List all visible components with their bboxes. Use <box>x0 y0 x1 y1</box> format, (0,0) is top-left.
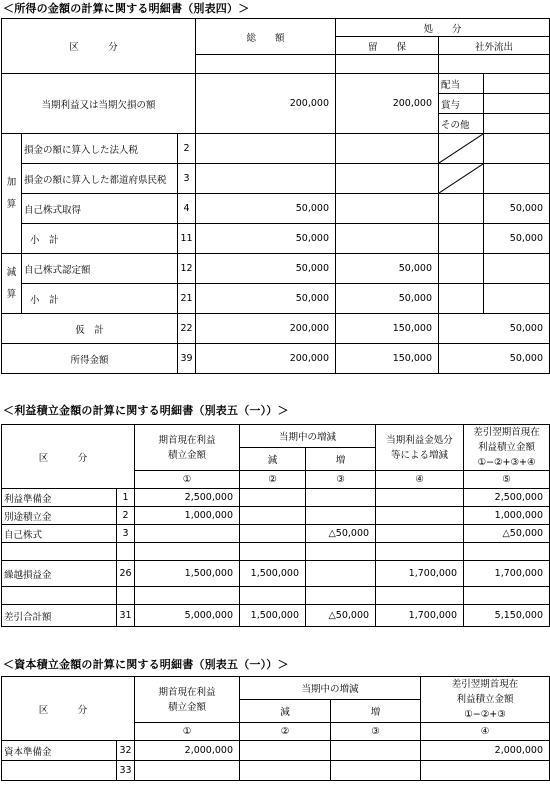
header-shagai: 社外流出 <box>439 37 550 55</box>
cell-value: 50,000 <box>196 284 336 314</box>
cell-value <box>306 507 376 525</box>
cell-value <box>240 489 306 507</box>
cell-value <box>376 525 464 543</box>
row-label <box>2 761 117 781</box>
row-number: 22 <box>178 314 196 344</box>
header-blank <box>196 55 336 74</box>
row-number: 33 <box>117 761 135 781</box>
row-label: 繰越損益金 <box>2 561 117 587</box>
cell-value <box>331 761 421 781</box>
cell-value: 50,000 <box>439 344 550 374</box>
cell-value: 200,000 <box>196 74 336 134</box>
row-number: 39 <box>178 344 196 374</box>
section-title-beppyo5-rieki: ＜利益積立金額の計算に関する明細書（別表五（一））＞ <box>3 404 289 417</box>
cell-value <box>240 741 331 761</box>
row-number <box>117 587 135 605</box>
row-label: 小 計 <box>22 224 178 254</box>
cell-value: 1,700,000 <box>376 561 464 587</box>
cell-value <box>135 543 240 561</box>
row-number: 31 <box>117 605 135 627</box>
header-blank <box>439 55 550 74</box>
cell-value <box>331 741 421 761</box>
cell-value <box>484 284 550 314</box>
cell-value: 200,000 <box>196 344 336 374</box>
gensan-label: 減 算 <box>2 254 22 314</box>
cell-value: △50,000 <box>306 605 376 627</box>
col-mark: ⑤ <box>464 471 550 489</box>
cell-value <box>135 761 240 781</box>
diagonal-cell <box>439 164 484 194</box>
cell-value: 2,000,000 <box>421 741 550 761</box>
cell-value: 2,500,000 <box>135 489 240 507</box>
row-number <box>117 543 135 561</box>
kasan-label: 加 算 <box>2 134 22 254</box>
header-kubun: 区 分 <box>2 19 196 74</box>
cell-value <box>336 224 439 254</box>
cell-value <box>484 254 550 284</box>
cell-value <box>240 761 331 781</box>
row-label: 損金の額に算入した法人税 <box>22 134 178 164</box>
cell-value <box>484 74 550 94</box>
row-number: 2 <box>178 134 196 164</box>
row-number: 12 <box>178 254 196 284</box>
cell-value <box>336 194 439 224</box>
col-mark: ③ <box>306 471 376 489</box>
header-zougen: 当期中の増減 <box>240 677 421 700</box>
cell-value: 1,000,000 <box>464 507 550 525</box>
cell-value <box>376 543 464 561</box>
cell-value: 50,000 <box>196 224 336 254</box>
cell-value: 50,000 <box>484 224 550 254</box>
cell-value <box>484 134 550 164</box>
row-label: 所得金額 <box>2 344 178 374</box>
cell-value: 1,000,000 <box>135 507 240 525</box>
cell-value: 50,000 <box>439 314 550 344</box>
cell-value: 200,000 <box>196 314 336 344</box>
cell-value <box>376 489 464 507</box>
cell-value <box>135 525 240 543</box>
cell-value: 50,000 <box>336 254 439 284</box>
col-mark: ④ <box>376 471 464 489</box>
row-number: 11 <box>178 224 196 254</box>
col-mark: ④ <box>421 723 550 741</box>
header-shobun: 当期利益金処分 等による増減 <box>376 425 464 471</box>
header-sougaku: 総 額 <box>196 19 336 55</box>
row-label: 自己株式認定額 <box>22 254 178 284</box>
row-label: 損金の額に算入した都道府県民税 <box>22 164 178 194</box>
cell-value <box>484 164 550 194</box>
row-label: 当期利益又は当期欠損の額 <box>2 74 196 134</box>
cell-value: 1,700,000 <box>464 561 550 587</box>
header-ryuho: 留 保 <box>336 37 439 55</box>
cell-value: 2,500,000 <box>464 489 550 507</box>
cell-value <box>240 507 306 525</box>
row-label: 別途積立金 <box>2 507 117 525</box>
row-label: 小 計 <box>22 284 178 314</box>
cell-value <box>306 543 376 561</box>
row-number: 26 <box>117 561 135 587</box>
cell-value: 1,500,000 <box>240 605 306 627</box>
section-title-beppyo4: ＜所得の金額の計算に関する明細書（別表四）＞ <box>3 2 250 15</box>
cell-value <box>240 525 306 543</box>
cell-value: 50,000 <box>196 254 336 284</box>
row-label: 資本準備金 <box>2 741 117 761</box>
cell-value <box>464 587 550 605</box>
sub-label: 賞与 <box>439 94 484 114</box>
cell-value <box>336 134 439 164</box>
cell-value: 200,000 <box>336 74 439 134</box>
cell-value: 5,000,000 <box>135 605 240 627</box>
header-yokki: 差引翌期首現在 利益積立金額 ①−②+③+④ <box>464 425 550 471</box>
cell-value <box>484 114 550 134</box>
header-zou: 増 <box>306 448 376 471</box>
row-label <box>2 543 117 561</box>
header-blank <box>336 55 439 74</box>
cell-value: △50,000 <box>306 525 376 543</box>
header-kubun: 区 分 <box>2 425 135 489</box>
row-label: 仮 計 <box>2 314 178 344</box>
cell-value: 2,000,000 <box>135 741 240 761</box>
cell-value: 1,700,000 <box>376 605 464 627</box>
section-title-beppyo5-shihon: ＜資本積立金額の計算に関する明細書（別表五（一））＞ <box>3 658 289 671</box>
row-number: 3 <box>117 525 135 543</box>
cell-value <box>306 489 376 507</box>
row-label: 自己株式 <box>2 525 117 543</box>
header-zougen: 当期中の増減 <box>240 425 376 448</box>
col-mark: ① <box>135 723 240 741</box>
cell-value <box>336 164 439 194</box>
cell-value <box>240 543 306 561</box>
row-number: 2 <box>117 507 135 525</box>
col-mark: ① <box>135 471 240 489</box>
row-number: 4 <box>178 194 196 224</box>
diagonal-cell <box>439 134 484 164</box>
header-shobun: 処 分 <box>336 19 550 37</box>
cell-value: 150,000 <box>336 314 439 344</box>
col-mark: ② <box>240 471 306 489</box>
cell-value <box>196 164 336 194</box>
cell-value <box>376 587 464 605</box>
cell-value <box>306 561 376 587</box>
sub-label: その他 <box>439 114 484 134</box>
cell-value: 1,500,000 <box>135 561 240 587</box>
row-label: 自己株式取得 <box>22 194 178 224</box>
col-mark: ② <box>240 723 331 741</box>
row-number: 21 <box>178 284 196 314</box>
col-mark: ③ <box>331 723 421 741</box>
cell-value <box>196 134 336 164</box>
beppyo5-rieki-table <box>1 424 550 627</box>
cell-value: 1,500,000 <box>240 561 306 587</box>
cell-value: △50,000 <box>464 525 550 543</box>
row-number: 32 <box>117 741 135 761</box>
header-gen: 減 <box>240 700 331 723</box>
row-label <box>2 587 117 605</box>
cell-value <box>306 587 376 605</box>
sub-label: 配当 <box>439 74 484 94</box>
beppyo5-shihon-table <box>1 676 550 781</box>
row-label: 利益準備金 <box>2 489 117 507</box>
beppyo4-table <box>1 18 550 374</box>
cell-value <box>439 254 484 284</box>
cell-value: 50,000 <box>336 284 439 314</box>
row-number: 3 <box>178 164 196 194</box>
cell-value <box>240 587 306 605</box>
cell-value: 50,000 <box>484 194 550 224</box>
cell-value <box>439 194 484 224</box>
header-zou: 増 <box>331 700 421 723</box>
header-kishu: 期首現在利益 積立金額 <box>135 425 240 471</box>
row-label: 差引合計額 <box>2 605 117 627</box>
cell-value <box>439 284 484 314</box>
cell-value <box>464 543 550 561</box>
cell-value: 150,000 <box>336 344 439 374</box>
header-yokki: 差引翌期首現在 利益積立金額 ①−②+③ <box>421 677 550 723</box>
cell-value <box>376 507 464 525</box>
cell-value <box>421 761 550 781</box>
header-gen: 減 <box>240 448 306 471</box>
row-number: 1 <box>117 489 135 507</box>
cell-value: 50,000 <box>196 194 336 224</box>
cell-value <box>135 587 240 605</box>
header-kishu: 期首現在利益 積立金額 <box>135 677 240 723</box>
cell-value: 5,150,000 <box>464 605 550 627</box>
header-kubun: 区 分 <box>2 677 135 741</box>
cell-value <box>439 224 484 254</box>
cell-value <box>484 94 550 114</box>
